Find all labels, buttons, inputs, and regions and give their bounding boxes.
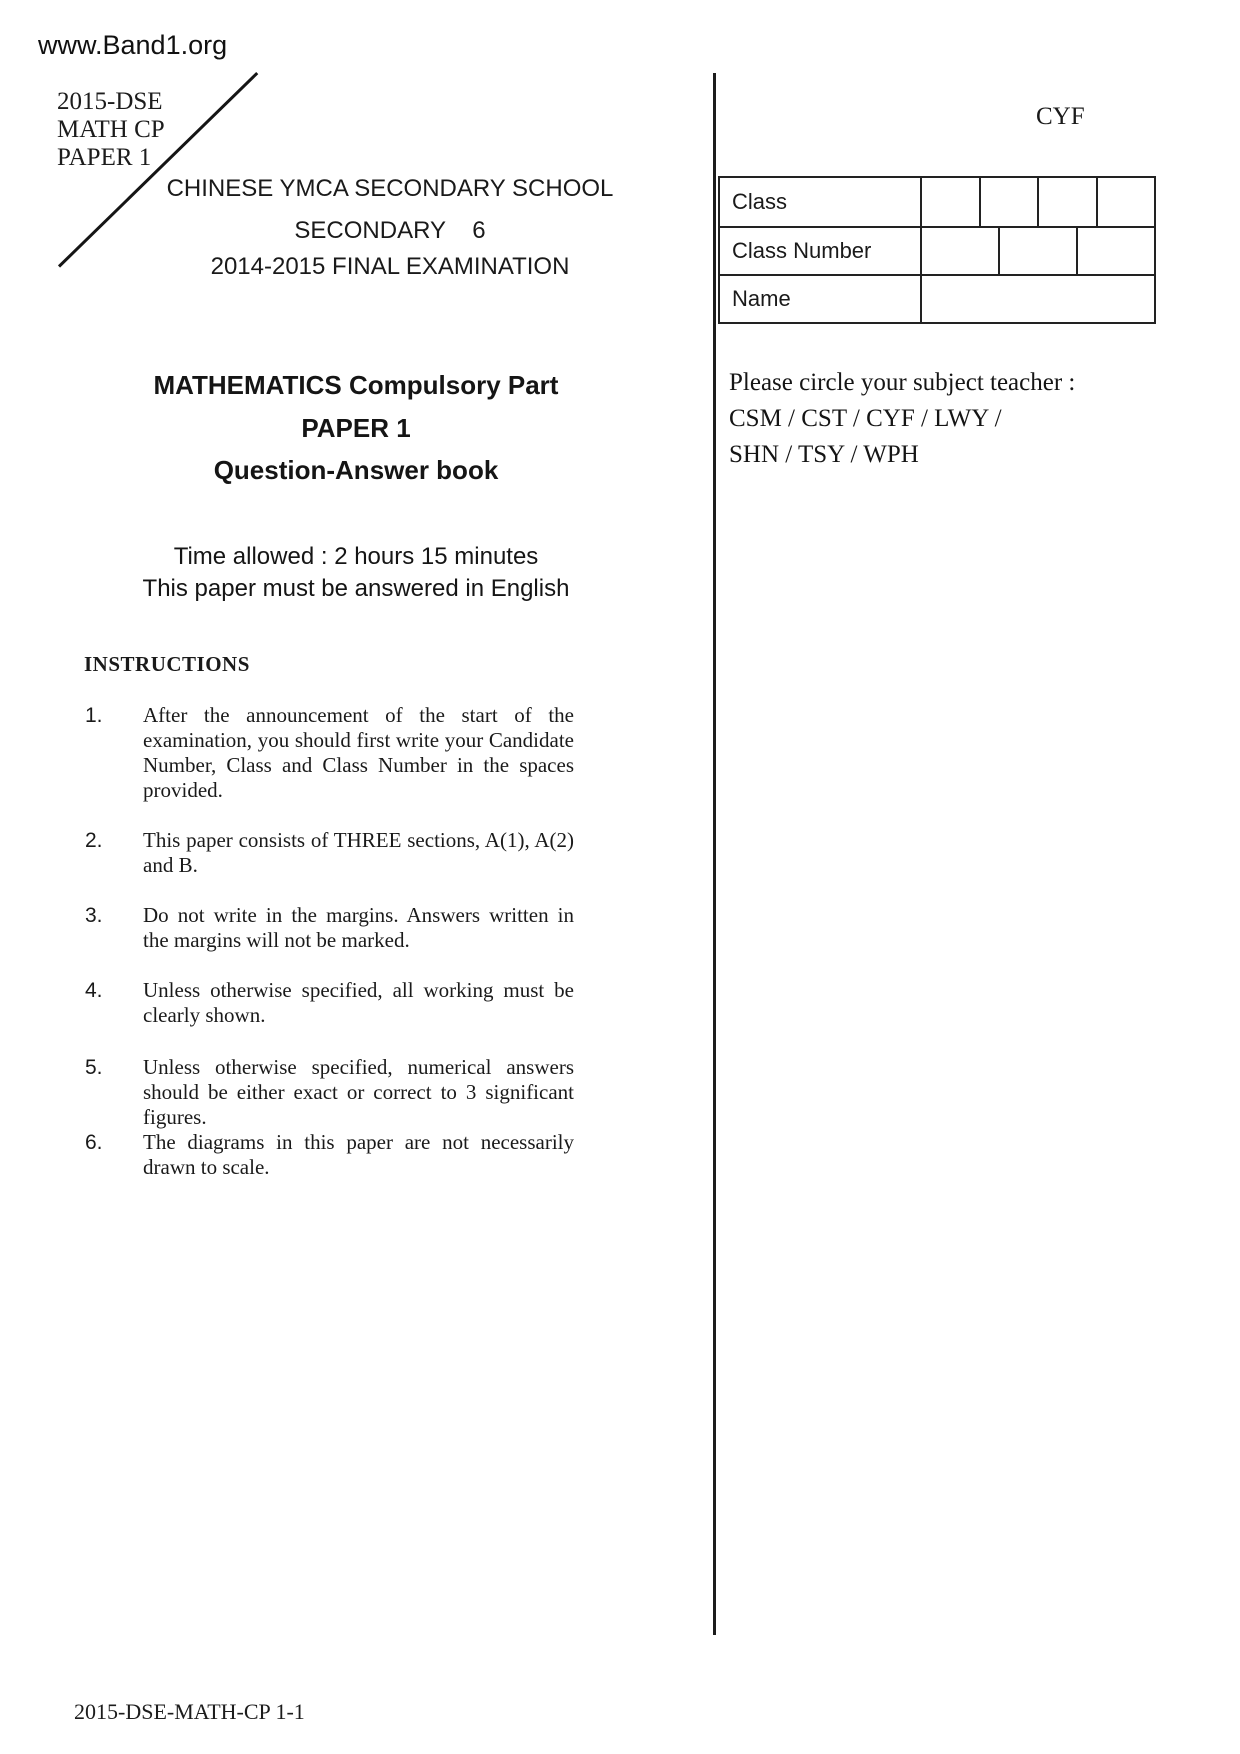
instruction-text: The diagrams in this paper are not necessarily drawn to scale.	[143, 1130, 574, 1179]
teacher-options-line-1[interactable]: CSM / CST / CYF / LWY /	[729, 405, 1002, 432]
student-info-table	[718, 176, 1156, 324]
instruction-number: 3.	[85, 904, 103, 927]
name-input-cell[interactable]	[922, 276, 1154, 322]
instruction-text: Do not write in the margins. Answers written in the margins will not be marked.	[143, 903, 574, 952]
exam-session-title: 2014-2015 FINAL EXAMINATION	[210, 253, 570, 280]
class-entry-cells	[922, 178, 1154, 226]
exam-code-block	[57, 88, 165, 172]
class-number-input-cell-1[interactable]	[922, 228, 998, 274]
teacher-options-line-2[interactable]: SHN / TSY / WPH	[729, 441, 919, 468]
exam-code-line-3: PAPER 1	[57, 144, 152, 171]
name-row	[720, 274, 1154, 322]
class-input-cell-1[interactable]	[922, 178, 979, 226]
class-number-input-cell-3[interactable]	[1076, 228, 1154, 274]
instruction-number: 5.	[85, 1056, 103, 1079]
teacher-circle-section	[729, 365, 1075, 473]
book-type: Question-Answer book	[213, 455, 499, 485]
instruction-text: After the announcement of the start of the examination, you should first write your Candidate Number, Class and Class Number in the spaces provided.	[143, 703, 574, 802]
instructions-heading: INSTRUCTIONS	[84, 652, 250, 676]
instruction-item-6	[85, 1130, 574, 1180]
instruction-text: This paper consists of THREE sections, A(1), A(2) and B.	[143, 828, 574, 877]
class-number-input-cell-2[interactable]	[998, 228, 1076, 274]
language-note: This paper must be answered in English	[142, 575, 570, 602]
exam-code-line-2: MATH CP	[57, 116, 165, 143]
class-input-cell-3[interactable]	[1037, 178, 1096, 226]
time-allowed: Time allowed : 2 hours 15 minutes	[173, 543, 539, 570]
footer-paper-code: 2015-DSE-MATH-CP 1-1	[74, 1699, 305, 1724]
school-name: CHINESE YMCA SECONDARY SCHOOL	[166, 175, 614, 202]
watermark-url: www.Band1.org	[38, 30, 228, 60]
class-number-entry-cells	[922, 228, 1154, 274]
instruction-number: 4.	[85, 979, 103, 1002]
instruction-number: 1.	[85, 704, 103, 727]
class-row	[720, 178, 1154, 226]
instruction-text: Unless otherwise specified, all working must be clearly shown.	[143, 978, 574, 1027]
subject-title: MATHEMATICS Compulsory Part	[153, 370, 559, 400]
column-divider-line	[713, 73, 716, 1635]
instruction-text: Unless otherwise specified, numerical answers should be either exact or correct to 3 significant figures.	[143, 1055, 574, 1129]
class-input-cell-4[interactable]	[1096, 178, 1155, 226]
instruction-number: 2.	[85, 829, 103, 852]
class-number-label: Class Number	[720, 228, 922, 274]
instruction-number: 6.	[85, 1131, 103, 1154]
instruction-item-3	[85, 903, 574, 953]
exam-code-line-1: 2015-DSE	[57, 88, 163, 115]
class-input-cell-2[interactable]	[979, 178, 1038, 226]
school-level: SECONDARY 6	[294, 217, 486, 244]
name-label: Name	[720, 276, 922, 322]
instruction-item-2	[85, 828, 574, 878]
name-entry-cells	[922, 276, 1154, 322]
teacher-circle-prompt: Please circle your subject teacher :	[729, 369, 1076, 396]
paper-number: PAPER 1	[301, 413, 411, 443]
instruction-item-5	[85, 1055, 574, 1130]
teacher-code-corner: CYF	[1036, 103, 1085, 130]
instruction-item-1	[85, 703, 574, 803]
instruction-item-4	[85, 978, 574, 1028]
class-label: Class	[720, 178, 922, 226]
class-number-row	[720, 226, 1154, 274]
